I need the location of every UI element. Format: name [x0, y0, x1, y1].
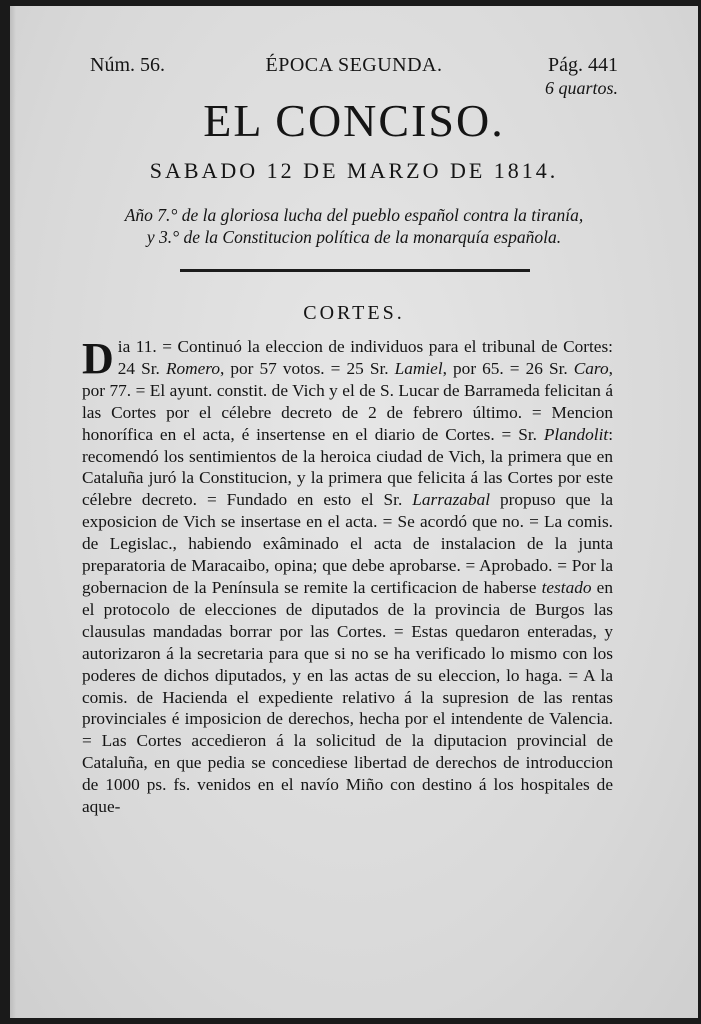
issue-number: Núm. 56. [90, 54, 165, 76]
person-name: Romero [165, 358, 221, 378]
article-text: : recomendó los sentimientos de la heroica ciudad de Vich, la primera que en Cataluña juró la Constitucion, y la primera que felicita á las Cortes por este célebre decreto. = Fundado en esto el Sr. [82, 424, 613, 510]
motto-line-2: y 3.° de la Constitucion política de la monarquía española. [146, 227, 562, 247]
person-name: Larrazabal [412, 490, 491, 510]
article-body [82, 336, 613, 818]
section-title: CORTES. [303, 302, 405, 324]
epoch-label: ÉPOCA SEGUNDA. [265, 54, 443, 76]
article-text: , por 77. = El ayunt. constit. de Vich y el de S. Lucar de Barrameda felicitan á las Cortes por el célebre decreto de 2 de febrero último. = Mencion honorífica en el acta, é insertense en el diario de Cortes. = Sr. [82, 358, 613, 444]
motto [10, 204, 698, 248]
person-name: Lamiel [394, 358, 443, 378]
article-text: , por 65. = 26 Sr. [442, 358, 574, 378]
newspaper-page [10, 6, 698, 1018]
article-text: en el protocolo de elecciones de diputados de la provincia de Burgos las clausulas mandadas borrar por las Cortes. = Estas quedaron enteradas, y autorizaron á la secretaria para que si no se ha verificado lo mismo con los poderes de dichos diputados, y en las actas de su eleccion, lo haga. = A la comis. de Hacienda el expediente relativo á la supresion de las rentas provinciales é imposicion de derechos, hecha por el intendente de Valencia. = Las Cortes accedieron á la solicitud de la diputacion provincial de Cataluña, en que pedia se concediese libertad de derechos de introduccion de 1000 ps. fs. venidos en el navío Miño con destino á los hospitales de aque- [82, 577, 613, 817]
issue-date: SABADO 12 DE MARZO DE 1814. [149, 158, 559, 183]
article-text: propuso que la exposicion de Vich se insertase en el acta. = Se acordó que no. = La comis. de Legislac., habiendo exâminado el acta de instalacion de la junta preparatoria de Maracaibo, opina; que debe aprobarse. = Aprobado. = Por la gobernacion de la Península se remite la certificacion de haberse [82, 490, 613, 597]
article-text: ia 11. = Continuó la eleccion de individuos para el tribunal de Cortes: 24 Sr. [117, 337, 613, 378]
masthead-title: EL CONCISO. [203, 95, 505, 146]
separator-rule [180, 269, 530, 272]
drop-cap: D [82, 334, 114, 383]
page-number: Pág. 441 [548, 54, 618, 76]
motto-line-1: Año 7.° de la gloriosa lucha del pueblo español contra la tiranía, [124, 205, 584, 225]
price: 6 quartos. [544, 78, 618, 98]
person-name: Caro [573, 358, 609, 378]
person-name: Plandolit [543, 424, 609, 444]
article-text: , por 57 votos. = 25 Sr. [220, 358, 395, 378]
emphasized-word: testado [541, 577, 592, 597]
